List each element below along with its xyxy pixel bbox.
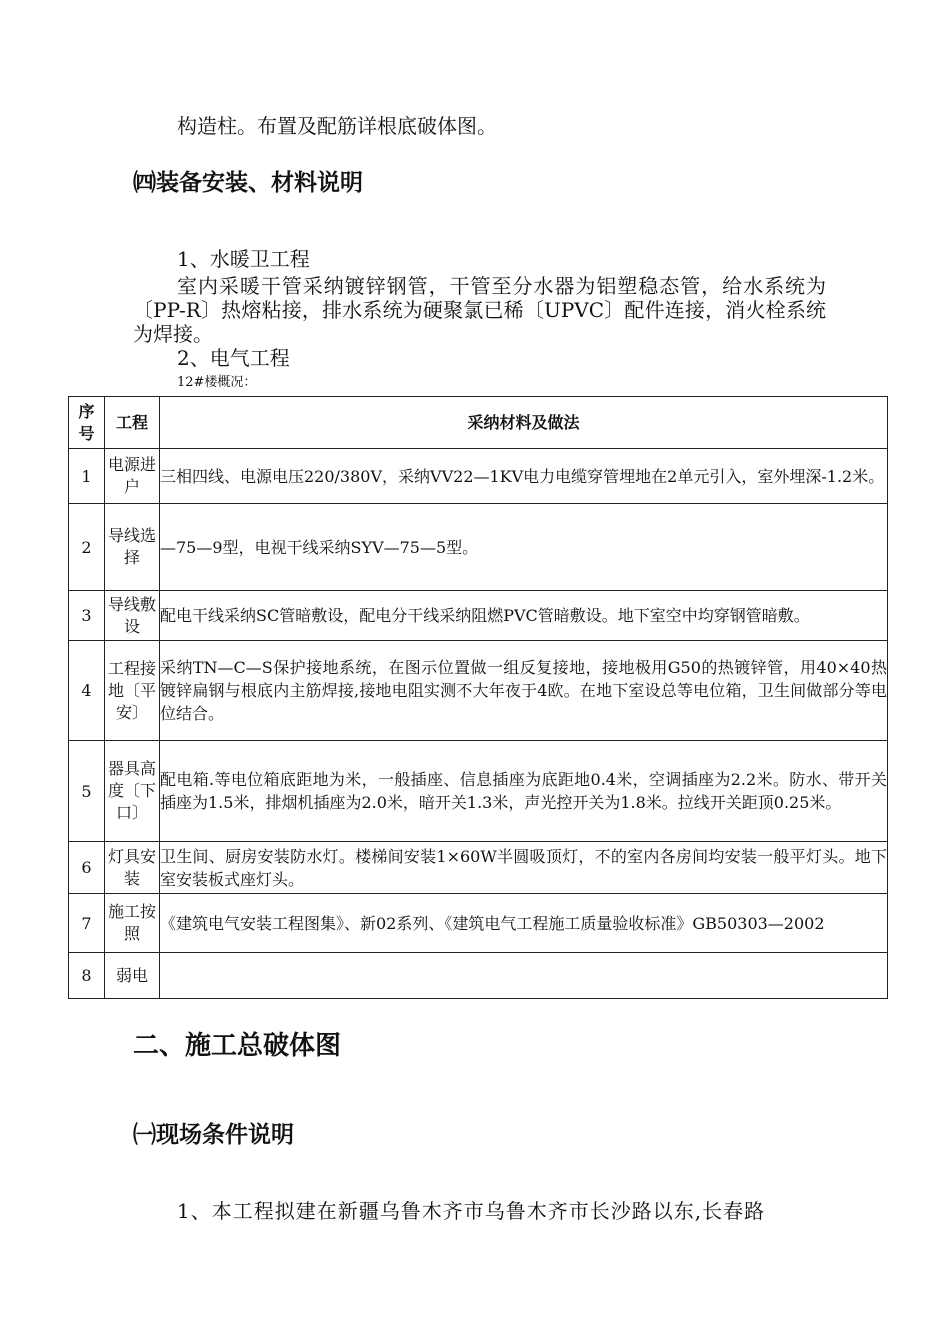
row-desc	[160, 953, 888, 999]
table-row	[69, 842, 888, 894]
header-no: 序号	[69, 397, 105, 449]
row-desc: 卫生间、厨房安装防水灯。楼梯间安装1×60W半圆吸顶灯，不的室内各房间均安装一般平灯头。地下室安装板式座灯头。	[160, 842, 888, 894]
header-method: 采纳材料及做法	[160, 397, 888, 449]
table-header-row	[69, 397, 888, 449]
section-1-heading: ㈠现场条件说明	[133, 1122, 294, 1148]
row-item: 器具高度〔下口〕	[105, 741, 160, 842]
intro-line: 构造柱。布置及配筋详根底破体图。	[177, 114, 497, 138]
row-item: 施工按照	[105, 894, 160, 953]
row-desc: 配电箱.等电位箱底距地为米，一般插座、信息插座为底距地0.4米，空调插座为2.2米。防水、带开关插座为1.5米，排烟机插座为2.0米，暗开关1.3米，声光控开关为1.8米。拉线开关距顶0.25米。	[160, 741, 888, 842]
table-row	[69, 894, 888, 953]
row-item: 弱电	[105, 953, 160, 999]
table-row	[69, 641, 888, 741]
row-desc: —75—9型，电视干线采纳SYV—75—5型。	[160, 504, 888, 591]
row-item: 导线敷设	[105, 591, 160, 641]
row-item: 工程接地〔平安〕	[105, 641, 160, 741]
row-item: 导线选择	[105, 504, 160, 591]
row-item: 灯具安装	[105, 842, 160, 894]
table-row	[69, 953, 888, 999]
row-no: 5	[69, 741, 105, 842]
table-row	[69, 741, 888, 842]
row-no: 1	[69, 449, 105, 504]
table-row	[69, 591, 888, 641]
hvac-title: 1、水暖卫工程	[177, 247, 310, 271]
hvac-body: 室内采暖干管采纳镀锌钢管，干管至分水器为铝塑稳态管，给水系统为〔PP-R〕热熔粘接，排水系统为硬聚氯已稀〔UPVC〕配件连接，消火栓系统为焊接。	[133, 274, 826, 346]
header-item: 工程	[105, 397, 160, 449]
row-no: 3	[69, 591, 105, 641]
table-row	[69, 449, 888, 504]
site-line: 1、本工程拟建在新疆乌鲁木齐市乌鲁木齐市长沙路以东,长春路	[177, 1199, 766, 1223]
row-no: 8	[69, 953, 105, 999]
row-no: 2	[69, 504, 105, 591]
electrical-spec-table	[68, 396, 888, 999]
row-no: 7	[69, 894, 105, 953]
row-desc: 配电干线采纳SC管暗敷设，配电分干线采纳阻燃PVC管暗敷设。地下室空中均穿钢管暗敷。	[160, 591, 888, 641]
row-desc: 三相四线、电源电压220/380V，采纳VV22—1KV电力电缆穿管埋地在2单元引入，室外埋深-1.2米。	[160, 449, 888, 504]
row-desc: 《建筑电气安装工程图集》、新02系列、《建筑电气工程施工质量验收标准》GB50303—2002	[160, 894, 888, 953]
building-note: 12#楼概况：	[177, 375, 257, 390]
table-row	[69, 504, 888, 591]
row-no: 6	[69, 842, 105, 894]
section-4-heading: ㈣装备安装、材料说明	[133, 170, 363, 196]
row-no: 4	[69, 641, 105, 741]
chapter-2-heading: 二、施工总破体图	[133, 1031, 342, 1061]
row-desc: 采纳TN—C—S保护接地系统，在图示位置做一组反复接地，接地极用G50的热镀锌管，用40×40热镀锌扁钢与根底内主筋焊接,接地电阻实测不大年夜于4欧。在地下室设总等电位箱，卫生间做部分等电位结合。	[160, 641, 888, 741]
electrical-title: 2、电气工程	[177, 346, 290, 370]
row-item: 电源进户	[105, 449, 160, 504]
